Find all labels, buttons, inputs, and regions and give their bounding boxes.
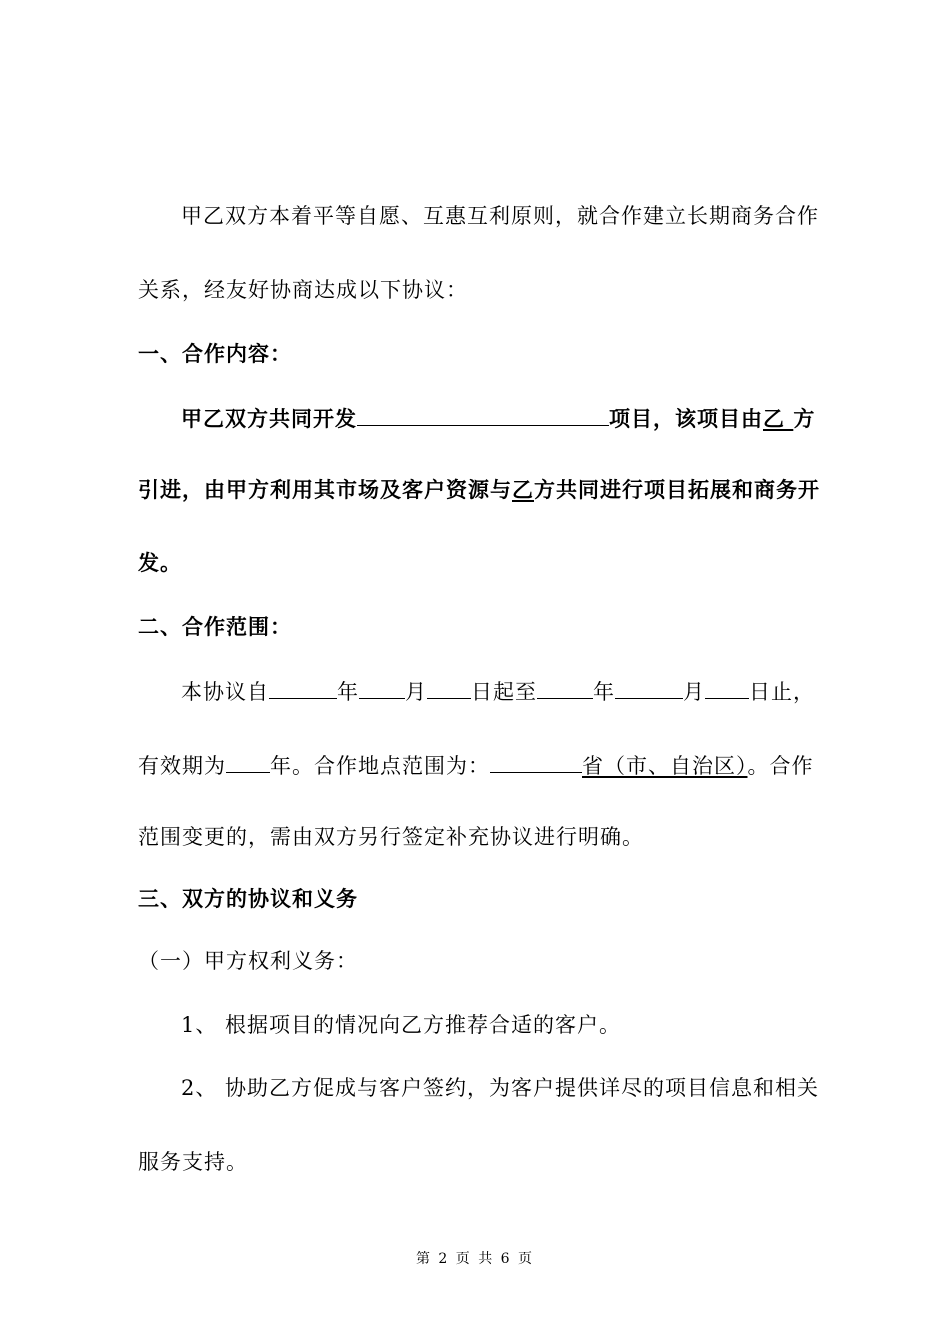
section-3-heading: 三、双方的协议和义务 bbox=[138, 887, 358, 911]
text-segment: 。合作 bbox=[747, 754, 814, 778]
blank-start-month bbox=[359, 676, 405, 699]
text-segment: 引进，由甲方利用其市场及客户资源与 bbox=[138, 478, 512, 502]
blank-start-day bbox=[427, 676, 471, 699]
text-segment: 年 bbox=[337, 680, 359, 704]
page-number-footer: 第 2 页 共 6 页 bbox=[415, 1251, 535, 1267]
section-3-item-2-line-1: 2、 协助乙方促成与客户签约，为客户提供详尽的项目信息和相关 bbox=[181, 1076, 820, 1100]
blank-end-day bbox=[705, 676, 749, 699]
underlined-party: 乙 bbox=[763, 407, 794, 431]
blank-valid-years bbox=[226, 750, 270, 773]
section-1-paragraph-line-1 bbox=[181, 403, 815, 432]
section-2-paragraph-line-3: 范围变更的，需由双方另行签定补充协议进行明确。 bbox=[138, 825, 644, 849]
text-segment: 日止， bbox=[749, 680, 815, 704]
underlined-region-label: 省（市、自治区） bbox=[582, 754, 748, 778]
underlined-party: 乙 bbox=[512, 478, 534, 502]
section-2-paragraph-line-2 bbox=[138, 750, 814, 779]
text-segment: 日起至 bbox=[471, 680, 537, 704]
text-segment: 年 bbox=[593, 680, 615, 704]
text-segment: 年。合作地点范围为： bbox=[270, 754, 490, 778]
blank-province bbox=[490, 750, 582, 773]
text-segment: 月 bbox=[683, 680, 705, 704]
text-segment: 甲乙双方共同开发 bbox=[181, 407, 357, 431]
intro-line-2: 关系，经友好协商达成以下协议： bbox=[138, 278, 468, 302]
text-segment: 月 bbox=[405, 680, 427, 704]
section-3-item-2-line-2: 服务支持。 bbox=[138, 1150, 248, 1174]
section-1-paragraph-line-2 bbox=[138, 477, 820, 503]
section-2-paragraph-line-1 bbox=[181, 676, 815, 705]
section-3-subheading: （一）甲方权利义务： bbox=[138, 949, 358, 973]
text-segment: 方 bbox=[793, 407, 816, 431]
text-segment: 项目，该项目由 bbox=[609, 407, 763, 431]
section-1-heading: 一、合作内容： bbox=[138, 342, 292, 366]
text-segment: 方共同进行项目拓展和商务开 bbox=[534, 478, 820, 502]
section-3-item-1: 1、 根据项目的情况向乙方推荐合适的客户。 bbox=[181, 1013, 622, 1037]
blank-start-year bbox=[269, 676, 337, 699]
intro-line-1: 甲乙双方本着平等自愿、互惠互利原则，就合作建立长期商务合作 bbox=[181, 204, 819, 228]
blank-end-year bbox=[537, 676, 593, 699]
section-2-heading: 二、合作范围： bbox=[138, 615, 292, 639]
section-1-paragraph-line-3: 发。 bbox=[138, 551, 182, 575]
text-segment: 本协议自 bbox=[181, 680, 269, 704]
text-segment: 有效期为 bbox=[138, 754, 226, 778]
blank-project-name bbox=[357, 403, 609, 426]
blank-end-month bbox=[615, 676, 683, 699]
